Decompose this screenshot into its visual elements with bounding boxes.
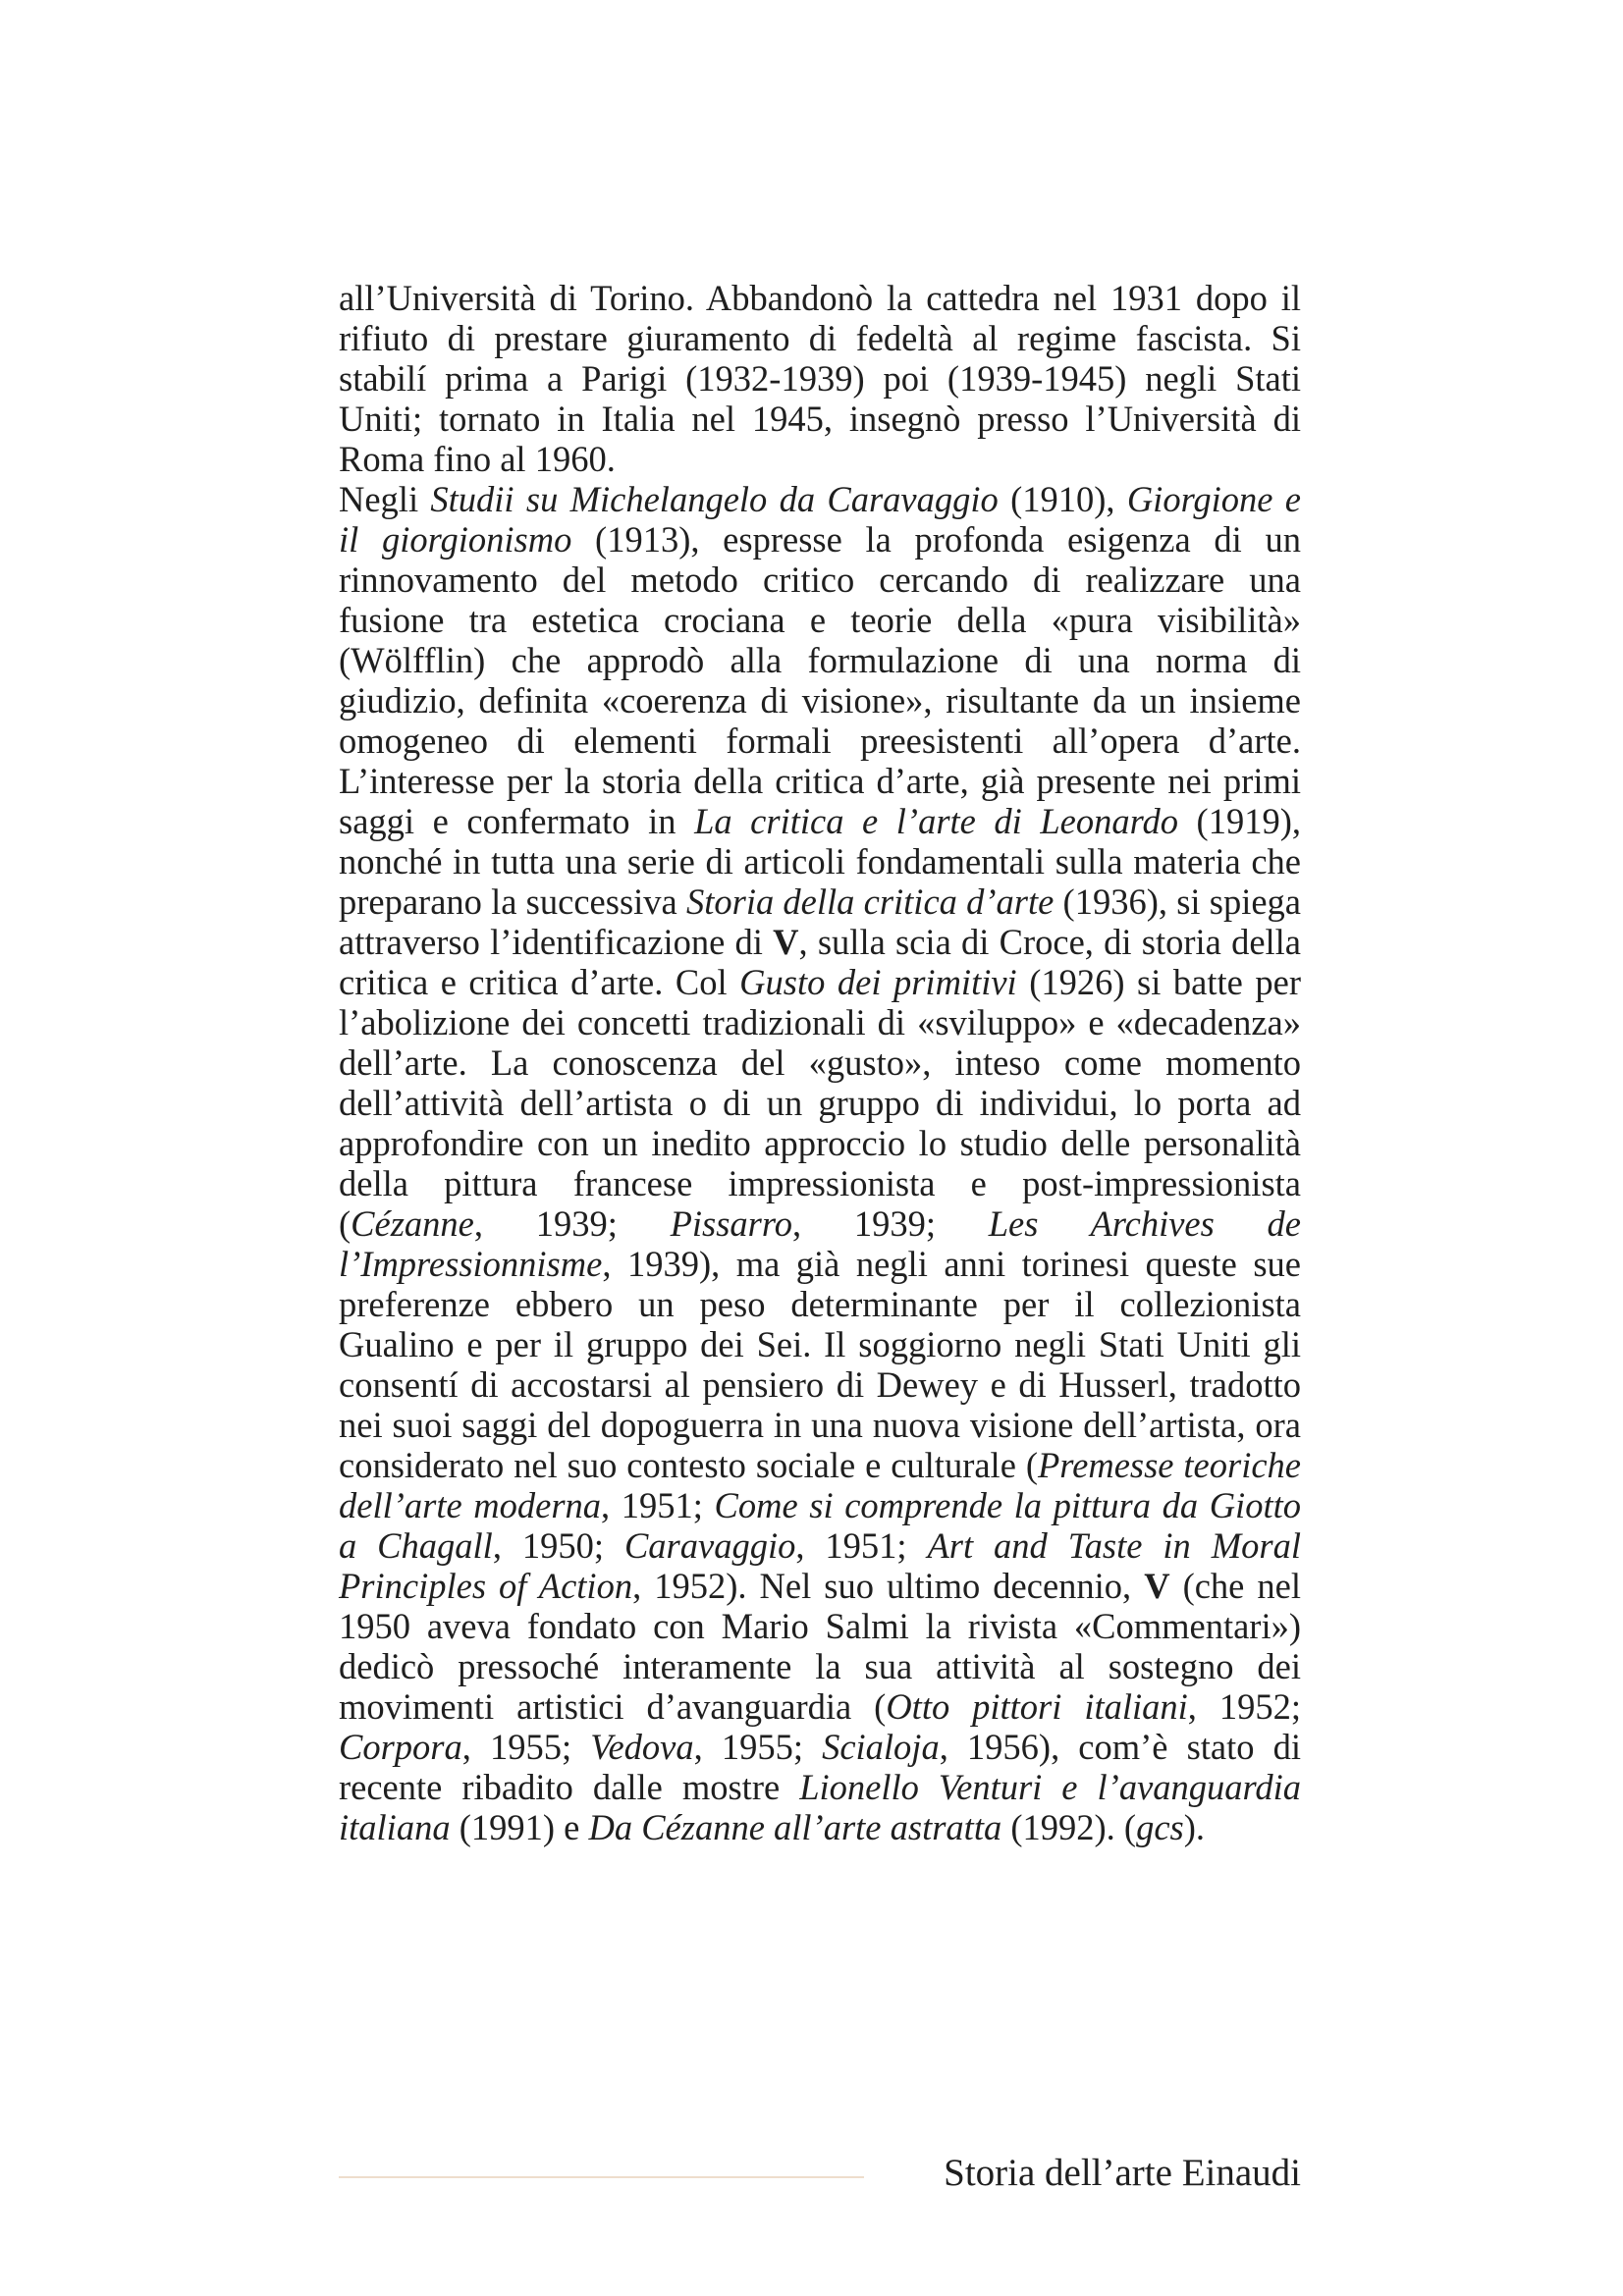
italic-title: La critica e l’arte di Leonardo (694, 801, 1178, 841)
text-run: (1926) si batte per l’abolizione dei concetti tradizionali di «sviluppo» e «decadenza» dell’arte. La conoscenza del «gusto», inteso come momento dell’attività dell’artista o di un gruppo di individui, lo porta ad approfondire con un inedito approccio lo studio delle personalità della pittura francese impressionista e post-impressionista ( (339, 962, 1301, 1244)
text-run: , 1939; (791, 1203, 989, 1244)
text-run: , 1952). Nel suo ultimo decennio, (632, 1566, 1145, 1606)
paragraph (339, 278, 1301, 479)
text-run: , 1956), com’è stato di recente ribadito dalle mostre (339, 1727, 1301, 1807)
body-text (339, 278, 1301, 1847)
italic-title: Cézanne (351, 1203, 474, 1244)
text-run: (1992). ( (1001, 1807, 1137, 1847)
italic-title: Pissarro (670, 1203, 792, 1244)
text-run: (che nel 1950 aveva fondato con Mario Salmi la rivista «Commentari») dedicò pressoché interamente la sua attività al sostegno dei movimenti artistici d’avanguardia ( (339, 1566, 1301, 1727)
text-run: ). (1183, 1807, 1205, 1847)
text-run: (1936), si spiega attraverso l’identificazione di (339, 881, 1302, 962)
text-run: , 1951; (601, 1485, 715, 1525)
italic-title: Otto pittori italiani (886, 1686, 1188, 1727)
italic-title: gcs (1136, 1807, 1184, 1847)
text-run: , 1955; (693, 1727, 823, 1767)
text-run: Negli (339, 479, 431, 519)
text-run: (1910), (998, 479, 1127, 519)
italic-title: Come si comprende la pittura da Giotto a Chagall (339, 1485, 1301, 1566)
text-run: all’Università di Torino. Abbandonò la cattedra nel 1931 dopo il rifiuto di prestare giuramento di fedeltà al regime fascista. Si stabilí prima a Parigi (1932-1939) poi (1939-1945) negli Stati Uniti; tornato in Italia nel 1945, insegnò presso l’Università di Roma fino al 1960. (339, 278, 1301, 479)
italic-title: Premesse teoriche dell’arte moderna (339, 1445, 1302, 1525)
text-run: , 1939; (473, 1203, 671, 1244)
text-run: , 1939), ma già negli anni torinesi queste sue preferenze ebbero un peso determinante per il collezionista Gualino e per il gruppo dei Sei. Il soggiorno negli Stati Uniti gli consentí di accostarsi al pensiero di Dewey e di Husserl, tradotto nei suoi saggi del dopoguerra in una nuova visione dell’artista, ora considerato nel suo contesto sociale e culturale ( (339, 1244, 1301, 1485)
text-run: (1991) e (450, 1807, 589, 1847)
text-run: , sulla scia di Croce, di storia della critica e critica d’arte. Col (339, 922, 1301, 1002)
italic-title: Art and Taste in Moral Principles of Action (339, 1525, 1301, 1606)
footer-label: Storia dell’arte Einaudi (944, 2152, 1301, 2194)
italic-title: Les Archives de l’Impressionnisme (339, 1203, 1301, 1284)
text-run: , 1950; (492, 1525, 624, 1566)
bold-abbrev: V (1144, 1566, 1170, 1606)
italic-title: Corpora (339, 1727, 462, 1767)
text-run: (1913), espresse la profonda esigenza di un rinnovamento del metodo critico cercando di realizzare una fusione tra estetica crociana e teorie della «pura visibilità» (Wölfflin) che approdò alla formulazione di una norma di giudizio, definita «coerenza di visione», risultante da un insieme omogeneo di elementi formali preesistenti all’opera d’arte. L’interesse per la storia della critica d’arte, già presente nei primi saggi e confermato in (339, 519, 1301, 841)
text-run: , 1955; (461, 1727, 591, 1767)
italic-title: Da Cézanne all’arte astratta (588, 1807, 1002, 1847)
italic-title: Studii su Michelangelo da Caravaggio (430, 479, 999, 519)
italic-title: Caravaggio (623, 1525, 796, 1566)
italic-title: Storia della critica d’arte (685, 881, 1055, 922)
italic-title: Vedova (590, 1727, 694, 1767)
text-run: (1919), nonché in tutta una serie di articoli fondamentali sulla materia che preparano la successiva (339, 801, 1301, 922)
italic-title: Gusto dei primitivi (739, 962, 1017, 1002)
text-run: , 1952; (1187, 1686, 1301, 1727)
italic-title: Lionello Venturi e l’avanguardia italiana (339, 1767, 1302, 1847)
footer-rule (339, 2176, 864, 2178)
italic-title: Giorgione e il giorgionismo (339, 479, 1301, 560)
italic-title: Scialoja (822, 1727, 940, 1767)
paragraph (339, 479, 1301, 1847)
text-run: , 1951; (795, 1525, 928, 1566)
bold-abbrev: V (773, 922, 799, 962)
